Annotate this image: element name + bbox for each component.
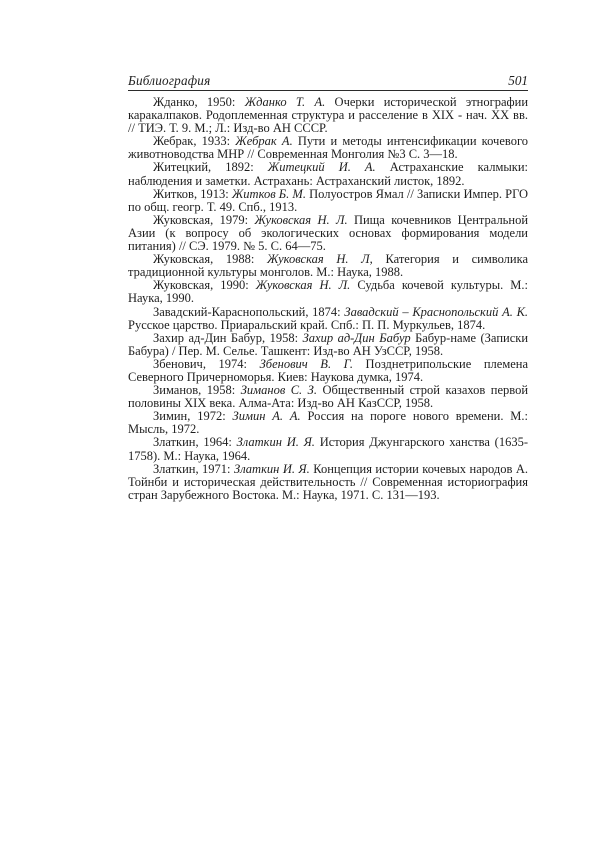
entry-details: Полуостров Ямал // Записки Импер. РГО по общ. геогр. Т. 49. Спб., 1913. <box>128 186 529 214</box>
entry-author: Жуковская Н. Л, <box>267 252 373 267</box>
entry-details: Пути и методы интенсификации кочевого животноводства МНР // Современная Монголия №3 С. 3—18. <box>128 134 529 162</box>
entry-details: Россия на пороге нового времени. М.: Мысль, 1972. <box>128 409 529 437</box>
entry-citation-key: Жуковская, 1990: <box>153 278 249 293</box>
entry-details: История Джунгарского ханства (1635-1758). М.: Наука, 1964. <box>128 435 529 463</box>
entry-details: Судьба кочевой культуры. М.: Наука, 1990. <box>128 278 529 306</box>
entry-author: Захир ад-Дин Бабур <box>302 330 411 345</box>
entry-author: Жданко Т. А. <box>244 95 326 109</box>
entry-citation-key: Жуковская, 1979: <box>153 212 249 227</box>
entry-author: Златкин И. Я. <box>236 435 315 450</box>
entry-details: Бабур-наме (Записки Бабура) / Пер. М. Селье. Ташкент: Изд-во АН УзССР, 1958. <box>128 330 529 358</box>
entry-author: Завадский – Краснопольский А. К. <box>344 304 529 319</box>
bibliography-entry <box>128 188 528 214</box>
bibliography-entry <box>128 332 528 358</box>
entry-author: Житецкий И. А. <box>267 160 376 175</box>
entry-author: Житков Б. М. <box>231 186 306 201</box>
entry-author: Зиманов С. З. <box>240 383 317 398</box>
entry-author: Збенович В. Г. <box>259 356 353 371</box>
bibliography-entry <box>128 214 528 253</box>
entry-citation-key: Жуковская, 1988: <box>153 252 255 267</box>
bibliography-entry <box>128 306 528 332</box>
bibliography-entry <box>128 161 528 187</box>
entry-details: Общественный строй казахов первой половины XIX века. Алма-Ата: Изд-во АН КазССР, 1958. <box>128 383 529 411</box>
entry-citation-key: Збенович, 1974: <box>153 356 248 371</box>
entry-details: Астраханские калмыки: наблюдения и заметки. Астрахань: Астраханский листок, 1892. <box>128 160 528 188</box>
page-content <box>128 74 528 502</box>
bibliography-entry <box>128 384 528 410</box>
entry-author: Златкин И. Я. <box>234 461 310 476</box>
entry-author: Жебрак А. <box>235 134 293 149</box>
bibliography-entry <box>128 358 528 384</box>
entry-citation-key: Жебрак, 1933: <box>153 134 231 149</box>
entry-details: Пища кочевников Центральной Азии (к вопросу об экологических основах формирования модели питания) // СЭ. 1979. № 5. С. 64—75. <box>128 212 529 254</box>
entry-author: Жуковская Н. Л. <box>254 212 348 227</box>
entry-citation-key: Жданко, 1950: <box>153 95 236 109</box>
bibliography-entry <box>128 410 528 436</box>
entry-citation-key: Житков, 1913: <box>153 186 229 201</box>
entry-details: Категория и символика традиционной культуры монголов. М.: Наука, 1988. <box>128 252 529 280</box>
entry-citation-key: Златкин, 1971: <box>153 461 231 476</box>
bibliography-entry <box>128 436 528 462</box>
entry-citation-key: Завадский-Караснопольский, 1874: <box>153 304 341 319</box>
entry-citation-key: Златкин, 1964: <box>153 435 232 450</box>
entry-citation-key: Зимин, 1972: <box>153 409 226 424</box>
entry-citation-key: Зиманов, 1958: <box>153 383 236 398</box>
bibliography-list <box>128 96 528 502</box>
entry-citation-key: Житецкий, 1892: <box>153 160 254 175</box>
entry-details: Очерки исторической этнографии каракалпаков. Родоплеменная структура и расселение в XIX - нач. XX вв. // ТИЭ. Т. 9. М.; Л.: Изд-во АН СССР. <box>128 95 529 136</box>
entry-citation-key: Захир ад-Дин Бабур, 1958: <box>153 330 299 345</box>
entry-details: Позднетрипольские племена Северного Причерноморья. Киев: Наукова думка, 1974. <box>128 356 529 384</box>
bibliography-entry <box>128 279 528 305</box>
entry-details: Русское царство. Приаральский край. Спб.: П. П. Муркульев, 1874. <box>128 317 486 332</box>
bibliography-entry <box>128 135 528 161</box>
bibliography-entry <box>128 96 528 135</box>
entry-author: Жуковская Н. Л. <box>255 278 351 293</box>
bibliography-entry <box>128 463 528 502</box>
entry-details: Концепция истории кочевых народов А. Тойнби и историческая действительность // Современная историография стран Зарубежного Востока. М.: Наука, 1971. С. 131—193. <box>128 461 528 502</box>
running-header <box>128 74 528 91</box>
entry-author: Зимин А. А. <box>232 409 301 424</box>
running-header-title: Библиография <box>128 73 211 88</box>
page-number: 501 <box>508 73 528 88</box>
bibliography-entry <box>128 253 528 279</box>
